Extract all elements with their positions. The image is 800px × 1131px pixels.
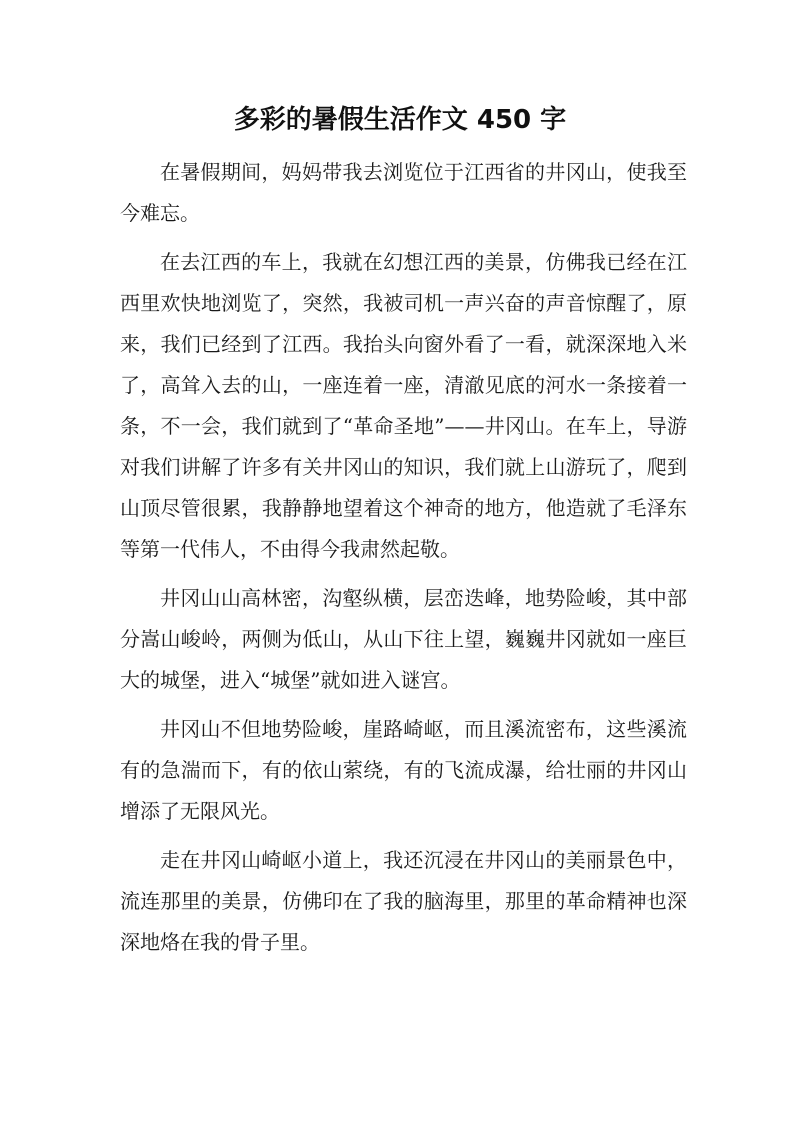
document-body [120,152,687,971]
paragraph-5: 走在井冈山崎岖小道上，我还沉浸在井冈山的美丽景色中，流连那里的美景，仿佛印在了我的脑海里，那里的革命精神也深深地烙在我的骨子里。 [120,848,687,954]
document-title: 多彩的暑假生活作文 450 字 [233,105,567,135]
paragraph-4: 井冈山不但地势险峻，崖路崎岖，而且溪流密布，这些溪流有的急湍而下，有的依山萦绕，有的飞流成瀑，给壮丽的井冈山增添了无限风光。 [120,717,687,823]
paragraph-2: 在去江西的车上，我就在幻想江西的美景，仿佛我已经在江西里欢快地浏览了，突然，我被司机一声兴奋的声音惊醒了，原来，我们已经到了江西。我抬头向窗外看了一看，就深深地入米了，高耸入去的山，一座连着一座，清澈见底的河水一条接着一条，不一会，我们就到了“革命圣地”——井冈山。在车上，导游对我们讲解了许多有关井冈山的知识，我们就上山游玩了，爬到山顶尽管很累，我静静地望着这个神奇的地方，他造就了毛泽东等第一代伟人，不由得今我肃然起敬。 [120,250,687,561]
paragraph-1: 在暑假期间，妈妈带我去浏览位于江西省的井冈山，使我至今难忘。 [120,160,687,225]
paragraph-3: 井冈山山高林密，沟壑纵横，层峦迭峰，地势险峻，其中部分嵩山峻岭，两侧为低山，从山下往上望，巍巍井冈就如一座巨大的城堡，进入“城堡”就如进入谜宫。 [120,586,687,692]
